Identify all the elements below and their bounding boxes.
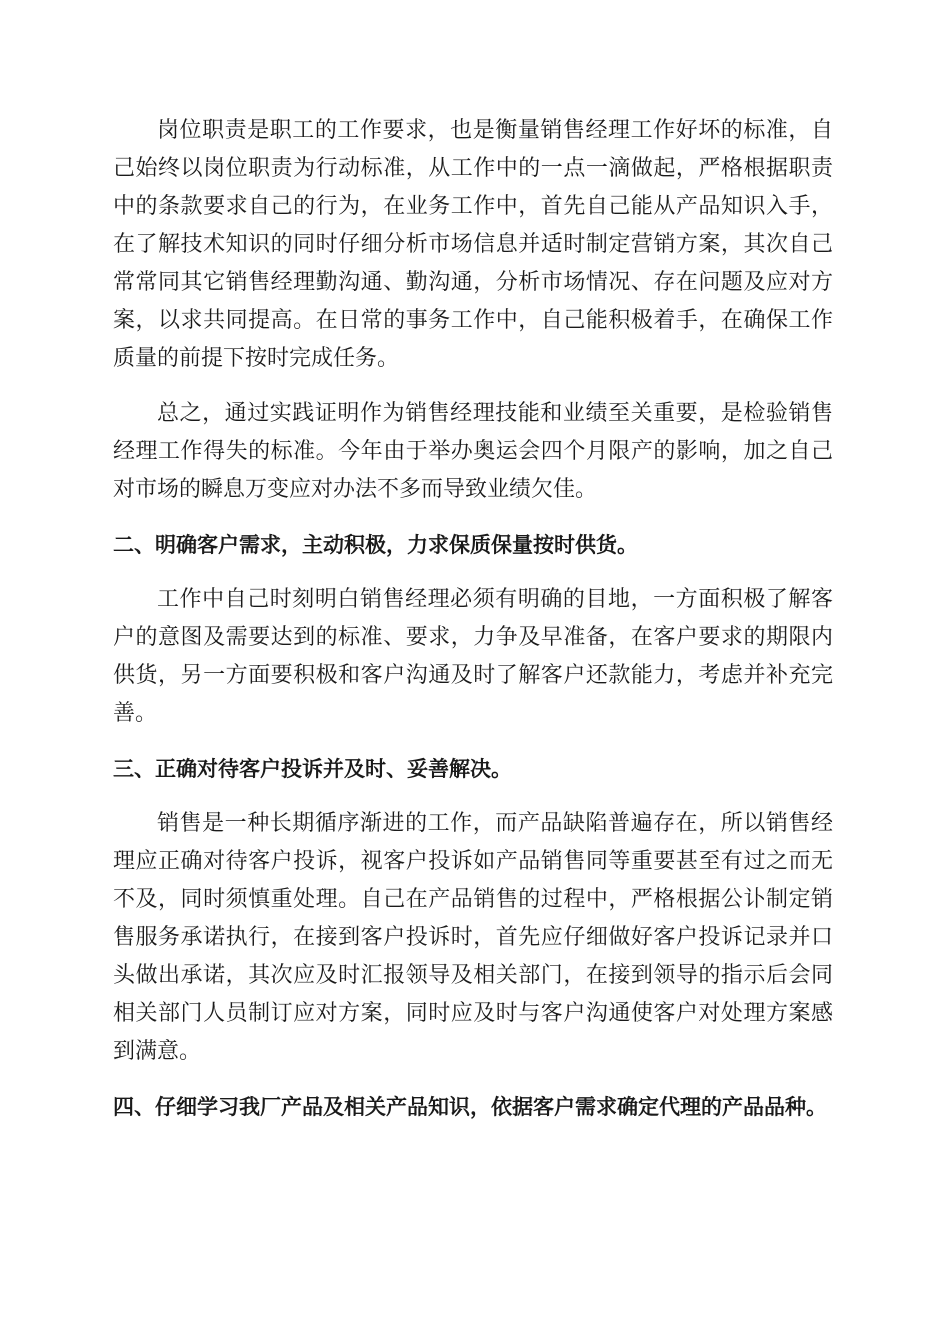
heading-section-3: 三、正确对待客户投诉并及时、妥善解决。 (113, 757, 512, 781)
paragraph-job-duties: 岗位职责是职工的工作要求，也是衡量销售经理工作好坏的标准，自己始终以岗位职责为行动标准，从工作中的一点一滴做起，严格根据职责中的条款要求自己的行为，在业务工作中，首先自己能从产品知识入手，在了解技术知识的同时仔细分析市场信息并适时制定营销方案，其次自己常常同其它销售经理勤沟通、勤沟通，分析市场情况、存在问题及应对方案，以求共同提高。在日常的事务工作中，自己能积极着手，在确保工作质量的前提下按时完成任务。 (113, 118, 833, 371)
document-body (113, 112, 833, 1143)
paragraph-complaints: 销售是一种长期循序渐进的工作，而产品缺陷普遍存在，所以销售经理应正确对待客户投诉，视客户投诉如产品销售同等重要甚至有过之而无不及，同时须慎重处理。自己在产品销售的过程中，严格根据公讣制定销售服务承诺执行，在接到客户投诉时，首先应仔细做好客户投诉记录并口头做出承诺，其次应及时汇报领导及相关部门，在接到领导的指示后会同相关部门人员制订应对方案，同时应及时与客户沟通使客户对处理方案感到满意。 (113, 811, 833, 1064)
heading-section-2: 二、明确客户需求，主动积极，力求保质保量按时供货。 (113, 533, 638, 557)
paragraph-summary: 总之，通过实践证明作为销售经理技能和业绩至关重要，是检验销售经理工作得失的标准。今年由于举办奥运会四个月限产的影响，加之自己对市场的瞬息万变应对办法不多而导致业绩欠佳。 (113, 401, 833, 502)
heading-section-4: 四、仔细学习我厂产品及相关产品知识，依据客户需求确定代理的产品品种。 (113, 1095, 827, 1119)
paragraph-customer-needs: 工作中自己时刻明白销售经理必须有明确的目地，一方面积极了解客户的意图及需要达到的标准、要求，力争及早准备，在客户要求的期限内供货，另一方面要积极和客户沟通及时了解客户还款能力，考虑并补充完善。 (113, 587, 833, 726)
